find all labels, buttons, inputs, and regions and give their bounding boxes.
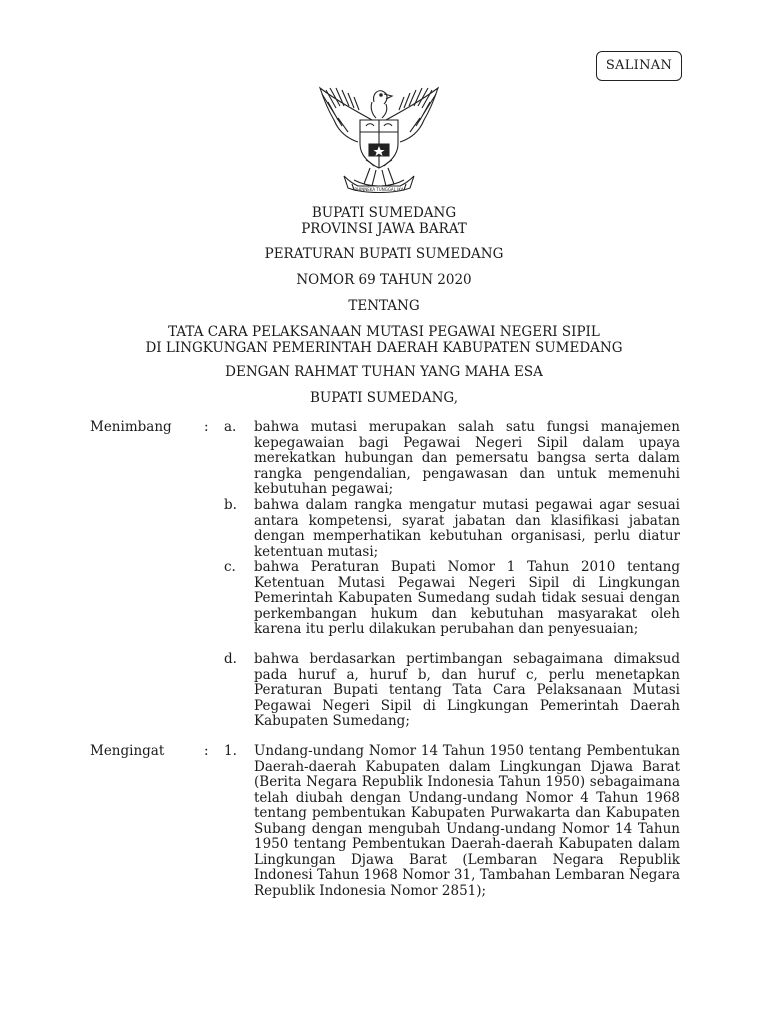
garuda-pancasila-emblem-icon [314, 80, 444, 200]
title-line-1: TATA CARA PELAKSANAAN MUTASI PEGAWAI NEGERI SIPIL [168, 324, 600, 340]
grace-phrase: DENGAN RAHMAT TUHAN YANG MAHA ESA [225, 364, 543, 380]
menimbang-marker-c: c. [224, 559, 236, 575]
menimbang-marker-a: a. [224, 419, 237, 435]
menimbang-item-a: bahwa mutasi merupakan salah satu fungsi manajemen kepegawaian bagi Pegawai Negeri Sipil dalam upaya merekatkan hubungan dan pemersatu bangsa serta dalam rangka pengendalian, pengawasan dan untuk memenuhi kebutuhan pegawai; [254, 419, 680, 497]
menimbang-item-d: bahwa berdasarkan pertimbangan sebagaimana dimaksud pada huruf a, huruf b, dan huruf c, perlu menetapkan Peraturan Bupati tentang Tata Cara Pelaksanaan Mutasi Pegawai Negeri Sipil di Lingkungan Pemerintah Daerah Kabupaten Sumedang; [254, 651, 680, 729]
emblem-motto: BHINNEKA TUNGGAL IKA [354, 187, 404, 192]
regulation-heading: PERATURAN BUPATI SUMEDANG [264, 246, 504, 262]
salinan-stamp: SALINAN [596, 51, 682, 81]
regulation-number: NOMOR 69 TAHUN 2020 [296, 272, 472, 288]
mengingat-marker-1: 1. [224, 743, 237, 759]
menimbang-item-b: bahwa dalam rangka mengatur mutasi pegawai agar sesuai antara kompetensi, syarat jabatan dan klasifikasi jabatan dengan memperhatikan kebutuhan organisasi, perlu diatur ketentuan mutasi; [254, 497, 680, 560]
mengingat-item-1: Undang-undang Nomor 14 Tahun 1950 tentang Pembentukan Daerah-daerah Kabupaten dalam Lingkungan Djawa Barat (Berita Negara Republik Indonesia Tahun 1950) sebagaimana telah diubah dengan Undang-undang Nomor 4 Tahun 1968 tentang pembentukan Kabupaten Purwakarta dan Kabupaten Subang dengan mengubah Undang-undang Nomor 14 Tahun 1950 tentang Pembentukan Daerah-daerah Kabupaten dalam Lingkungan Djawa Barat (Lembaran Negara Republik Indonesi Tahun 1968 Nomor 31, Tambahan Lembaran Negara Republik Indonesia Nomor 2851); [254, 743, 680, 899]
menimbang-item-c: bahwa Peraturan Bupati Nomor 1 Tahun 2010 tentang Ketentuan Mutasi Pegawai Negeri Sipil di Lingkungan Pemerintah Kabupaten Sumedang sudah tidak sesuai dengan perkembangan hukum dan kebutuhan masyarakat oleh karena itu perlu dilakukan perubahan dan penyesuaian; [254, 559, 680, 637]
official-title: BUPATI SUMEDANG, [309, 390, 459, 406]
menimbang-label: Menimbang [90, 419, 172, 435]
header-line-2: PROVINSI JAWA BARAT [301, 221, 467, 237]
menimbang-colon: : [204, 419, 209, 435]
mengingat-label: Mengingat [90, 743, 165, 759]
mengingat-colon: : [204, 743, 209, 759]
title-line-2: DI LINGKUNGAN PEMERINTAH DAERAH KABUPATEN SUMEDANG [145, 340, 623, 356]
menimbang-marker-b: b. [224, 497, 237, 513]
header-line-1: BUPATI SUMEDANG [311, 205, 457, 221]
about-heading: TENTANG [348, 298, 420, 314]
menimbang-marker-d: d. [224, 651, 237, 667]
